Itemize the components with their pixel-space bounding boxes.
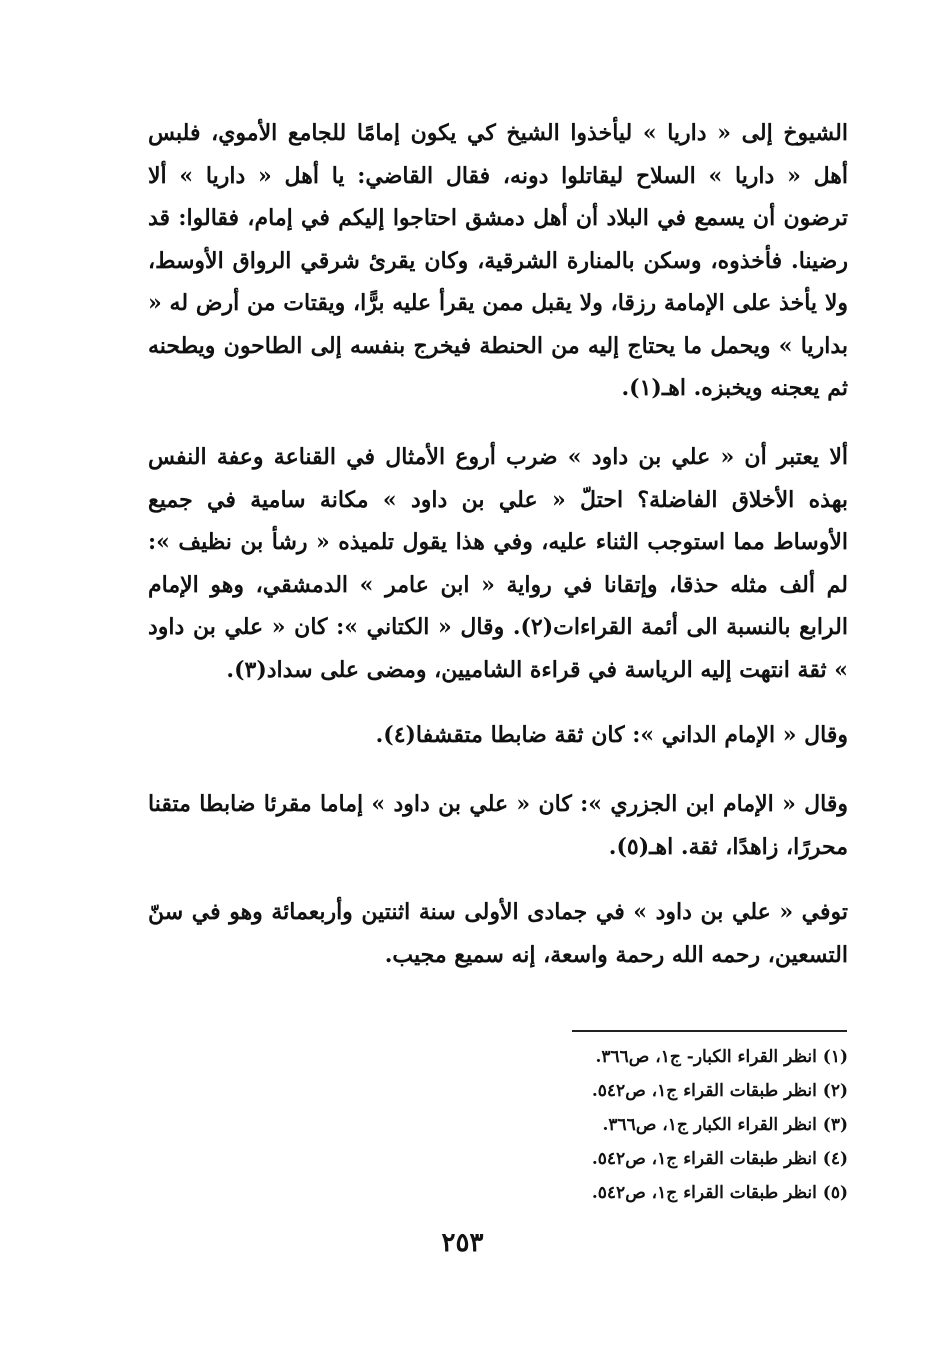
footnote-4: (٤) انظر طبقات القراء ج١، ص٥٤٢. <box>591 1149 848 1169</box>
paragraph-4: وقال « الإمام ابن الجزري »: كان « علي بن داود » إماما مقرئا ضابطا متقنا محررًا، زاهدًا، ثقة. اهـ(٥). <box>148 791 848 860</box>
footnote-5: (٥) انظر طبقات القراء ج١، ص٥٤٢. <box>591 1183 848 1203</box>
paragraph-5: توفي « علي بن داود » في جمادى الأولى سنة اثنتين وأربعمائة وهو في سنّ التسعين، رحمه الله رحمة واسعة، إنه سميع مجيب. <box>148 899 848 968</box>
footnotes-list <box>480 1040 848 1210</box>
paragraph-1: الشيوخ إلى « داريا » ليأخذوا الشيخ كي يكون إمامًا للجامع الأموي، فلبس أهل « داريا » السلاح ليقاتلوا دونه، فقال القاضي: يا أهل « داريا » ألا ترضون أن يسمع في البلاد أن أهل دمشق احتاجوا إليكم في إمام، فقالوا: قد رضينا. فأخذوه، وسكن بالمنارة الشرقية، وكان يقرئ شرقي الرواق الأوسط، ولا يأخذ على الإمامة رزقا، ولا يقبل ممن يقرأ عليه برًّا، ويقتات من أرض له « بداريا » ويحمل ما يحتاج إليه من الحنطة فيخرج بنفسه إلى الطاحون ويطحنه ثم يعجنه ويخبزه. اهـ(١). <box>148 120 848 401</box>
page-number: ٢٥٣ <box>441 1228 484 1258</box>
footnote-2: (٢) انظر طبقات القراء ج١، ص٥٤٢. <box>591 1081 848 1101</box>
footnote-3: (٣) انظر القراء الكبار ج١، ص٣٦٦. <box>602 1115 848 1135</box>
footnote-1: (١) انظر القراء الكبار- ج١، ص٣٦٦. <box>595 1047 848 1067</box>
paragraph-3: وقال « الإمام الداني »: كان ثقة ضابطا متقشفا(٤). <box>375 722 848 748</box>
footnote-divider <box>572 1030 847 1032</box>
paragraph-2: ألا يعتبر أن « علي بن داود » ضرب أروع الأمثال في القناعة وعفة النفس بهذه الأخلاق الفاضلة؟ احتلّ « علي بن داود » مكانة سامية في جميع الأوساط مما استوجب الثناء عليه، وفي هذا يقول تلميذه « رشأ بن نظيف »: لم ألف مثله حذقا، وإتقانا في رواية « ابن عامر » الدمشقي، وهو الإمام الرابع بالنسبة الى أئمة القراءات(٢). وقال « الكتاني »: كان « علي بن داود » ثقة انتهت إليه الرياسة في قراءة الشاميين، ومضى على سداد(٣). <box>148 444 848 683</box>
